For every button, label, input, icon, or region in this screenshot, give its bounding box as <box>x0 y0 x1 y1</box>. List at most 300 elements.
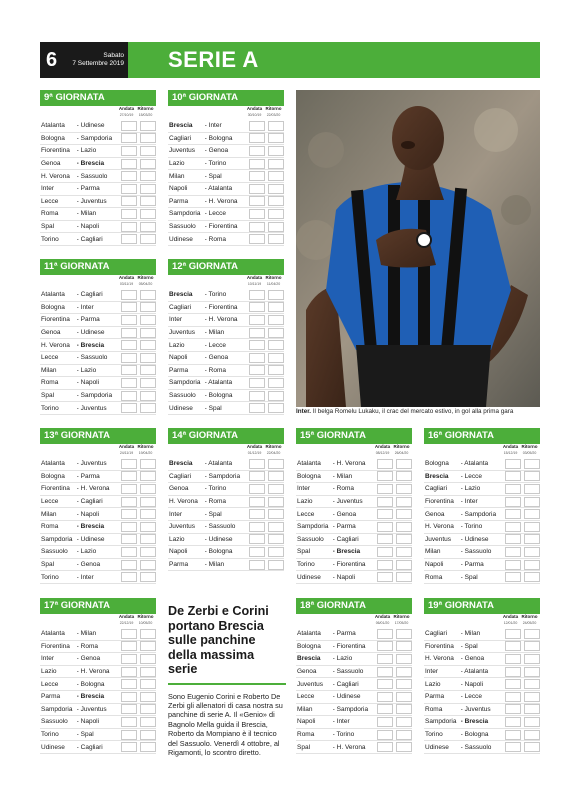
home-team: Parma <box>425 693 445 701</box>
home-team: Sampdoria <box>41 535 73 543</box>
ritorno-score-box <box>140 146 156 156</box>
away-team: - Atalanta <box>461 460 503 467</box>
andata-score-box <box>121 365 137 375</box>
match-row <box>168 233 284 246</box>
away-team: - Brescia <box>333 548 375 555</box>
ritorno-header: Ritorno 19/04/20 <box>137 444 154 455</box>
andata-score-box <box>377 629 393 639</box>
round-title: 15ª GIORNATA <box>296 428 412 444</box>
away-team: - Torino <box>205 485 247 492</box>
away-team: - Lazio <box>461 485 503 492</box>
andata-score-box <box>249 121 265 131</box>
match-row <box>168 314 284 327</box>
ritorno-score-box <box>396 667 412 677</box>
ritorno-score-box <box>268 547 284 557</box>
home-team: Udinese <box>169 404 193 412</box>
ritorno-score-box <box>524 742 540 752</box>
ritorno-score-box <box>268 184 284 194</box>
andata-score-box <box>121 509 137 519</box>
home-team: Brescia <box>169 122 193 130</box>
away-team: - Spal <box>205 173 247 180</box>
away-team: - Atalanta <box>205 460 247 467</box>
andata-score-box <box>121 654 137 664</box>
match-row <box>296 571 412 584</box>
match-row <box>40 196 156 209</box>
away-team: - Sassuolo <box>461 548 503 555</box>
away-team: - Sampdoria <box>77 392 119 399</box>
ritorno-score-box <box>268 509 284 519</box>
article-body: Sono Eugenio Corini e Roberto De Zerbi gli allenatori di casa nostra su panchine di serie A. Il «Genio» di Bagnolo Mella guida il Brescia, Roberto da Mompiano è il tecnico del Sassuolo. Venerdì 4 ottobre, al Rigamonti, lo scontro diretto. <box>168 691 283 757</box>
home-team: Juventus <box>425 535 452 543</box>
home-team: Spal <box>41 561 55 569</box>
away-team: - Lazio <box>333 655 375 662</box>
away-team: - Napoli <box>461 681 503 688</box>
ritorno-header: Ritorno 05/04/20 <box>137 275 154 286</box>
home-team: Torino <box>41 573 59 581</box>
home-team: Inter <box>169 510 183 518</box>
match-row <box>40 546 156 559</box>
home-team: Cagliari <box>169 134 192 142</box>
home-team: Fiorentina <box>41 485 70 493</box>
ritorno-score-box <box>396 471 412 481</box>
andata-header: Andata 01/12/19 <box>246 444 263 455</box>
match-row <box>168 352 284 365</box>
ritorno-score-box <box>524 717 540 727</box>
ritorno-score-box <box>140 547 156 557</box>
ritorno-score-box <box>268 133 284 143</box>
match-row <box>424 716 540 729</box>
match-row <box>168 508 284 521</box>
away-team: - Spal <box>205 405 247 412</box>
home-team: Sassuolo <box>169 392 196 400</box>
match-row <box>40 221 156 234</box>
andata-score-box <box>505 667 521 677</box>
match-row <box>40 716 156 729</box>
ritorno-score-box <box>268 484 284 494</box>
away-team: - Parma <box>77 185 119 192</box>
away-team: - Juventus <box>77 198 119 205</box>
ritorno-score-box <box>524 679 540 689</box>
match-row <box>168 365 284 378</box>
andata-score-box <box>249 497 265 507</box>
round-block <box>40 428 156 584</box>
home-team: Fiorentina <box>41 316 70 324</box>
away-team: - Roma <box>333 485 375 492</box>
andata-score-box <box>121 629 137 639</box>
ritorno-score-box <box>396 534 412 544</box>
ritorno-score-box <box>396 654 412 664</box>
home-team: Genoa <box>169 485 189 493</box>
match-row <box>40 390 156 403</box>
ritorno-score-box <box>268 353 284 363</box>
match-row <box>424 729 540 742</box>
andata-score-box <box>377 534 393 544</box>
away-team: - Bologna <box>205 135 247 142</box>
home-team: Brescia <box>297 655 321 663</box>
match-row <box>40 183 156 196</box>
andata-score-box <box>121 302 137 312</box>
column-headers <box>424 444 540 458</box>
match-row <box>296 678 412 691</box>
andata-score-box <box>121 146 137 156</box>
andata-score-box <box>377 742 393 752</box>
andata-score-box <box>249 509 265 519</box>
match-row <box>424 641 540 654</box>
ritorno-score-box <box>524 692 540 702</box>
andata-score-box <box>121 534 137 544</box>
andata-score-box <box>377 560 393 570</box>
home-team: Bologna <box>297 472 321 480</box>
andata-score-box <box>121 547 137 557</box>
ritorno-score-box <box>268 209 284 219</box>
home-team: Roma <box>425 705 443 713</box>
away-team: - Roma <box>205 236 247 243</box>
home-team: H. Verona <box>41 172 70 180</box>
ritorno-score-box <box>140 572 156 582</box>
away-team: - Cagliari <box>77 498 119 505</box>
andata-score-box <box>249 547 265 557</box>
andata-score-box <box>121 572 137 582</box>
round-block <box>424 598 540 754</box>
andata-score-box <box>505 547 521 557</box>
ritorno-score-box <box>140 679 156 689</box>
ritorno-score-box <box>140 133 156 143</box>
ritorno-score-box <box>268 171 284 181</box>
andata-score-box <box>377 522 393 532</box>
home-team: Juventus <box>169 329 196 337</box>
home-team: Lecce <box>297 510 315 518</box>
andata-score-box <box>249 340 265 350</box>
away-team: - Bologna <box>77 681 119 688</box>
away-team: - Udinese <box>77 329 119 336</box>
match-row <box>40 678 156 691</box>
home-team: Milan <box>41 366 57 374</box>
home-team: Lecce <box>41 680 59 688</box>
ritorno-header: Ritorno 11/04/20 <box>265 275 282 286</box>
home-team: Lecce <box>41 498 59 506</box>
match-row <box>424 483 540 496</box>
andata-score-box <box>249 403 265 413</box>
match-row <box>40 741 156 754</box>
ritorno-score-box <box>268 378 284 388</box>
ritorno-score-box <box>140 534 156 544</box>
match-row <box>168 471 284 484</box>
away-team: - Roma <box>77 643 119 650</box>
away-team: - H. Verona <box>333 744 375 751</box>
away-team: - Parma <box>333 630 375 637</box>
ritorno-score-box <box>140 484 156 494</box>
away-team: - Sassuolo <box>77 173 119 180</box>
ritorno-score-box <box>396 509 412 519</box>
ritorno-score-box <box>524 534 540 544</box>
ritorno-score-box <box>268 340 284 350</box>
issue-date <box>68 52 124 68</box>
home-team: Torino <box>297 561 315 569</box>
column-headers <box>296 614 412 628</box>
away-team: - Milan <box>205 561 247 568</box>
ritorno-score-box <box>140 328 156 338</box>
home-team: Genoa <box>297 668 317 676</box>
match-row <box>40 704 156 717</box>
andata-score-box <box>121 704 137 714</box>
home-team: Parma <box>41 693 61 701</box>
andata-score-box <box>121 378 137 388</box>
ritorno-score-box <box>140 171 156 181</box>
away-team: - Torino <box>205 291 247 298</box>
ritorno-score-box <box>140 730 156 740</box>
home-team: Sassuolo <box>41 548 68 556</box>
ritorno-score-box <box>396 459 412 469</box>
ritorno-score-box <box>140 353 156 363</box>
andata-header: Andata 15/12/19 <box>502 444 519 455</box>
ritorno-score-box <box>524 547 540 557</box>
away-team: - Napoli <box>77 511 119 518</box>
match-row <box>296 729 412 742</box>
andata-header: Andata 12/01/20 <box>502 614 519 625</box>
home-team: Napoli <box>169 354 188 362</box>
andata-score-box <box>505 704 521 714</box>
round-title: 12ª GIORNATA <box>168 259 284 275</box>
andata-header: Andata 10/11/19 <box>246 275 263 286</box>
away-team: - Juventus <box>333 498 375 505</box>
andata-score-box <box>505 742 521 752</box>
away-team: - Fiorentina <box>333 561 375 568</box>
ritorno-header: Ritorno 10/05/20 <box>137 614 154 625</box>
andata-score-box <box>121 742 137 752</box>
home-team: Udinese <box>41 743 65 751</box>
andata-score-box <box>249 353 265 363</box>
ritorno-header: Ritorno 03/05/20 <box>521 444 538 455</box>
match-row <box>296 666 412 679</box>
away-team: - Napoli <box>77 379 119 386</box>
away-team: - Fiorentina <box>333 643 375 650</box>
match-row <box>40 158 156 171</box>
away-team: - Sampdoria <box>333 706 375 713</box>
andata-score-box <box>505 679 521 689</box>
away-team: - Spal <box>205 511 247 518</box>
match-row <box>40 233 156 246</box>
ritorno-score-box <box>140 471 156 481</box>
match-row <box>424 458 540 471</box>
away-team: - Udinese <box>461 536 503 543</box>
home-team: Juventus <box>297 680 324 688</box>
away-team: - Parma <box>77 316 119 323</box>
away-team: - Sampdoria <box>77 135 119 142</box>
match-row <box>296 521 412 534</box>
issue-full-date: 7 Settembre 2019 <box>72 60 124 67</box>
andata-score-box <box>249 209 265 219</box>
home-team: Lecce <box>41 197 59 205</box>
match-row <box>424 471 540 484</box>
ritorno-score-box <box>140 159 156 169</box>
ritorno-score-box <box>140 522 156 532</box>
andata-score-box <box>121 209 137 219</box>
ritorno-score-box <box>396 572 412 582</box>
ritorno-score-box <box>268 121 284 131</box>
home-team: Fiorentina <box>425 498 454 506</box>
andata-score-box <box>505 560 521 570</box>
ritorno-score-box <box>396 730 412 740</box>
andata-score-box <box>249 159 265 169</box>
match-row <box>168 120 284 133</box>
match-row <box>40 327 156 340</box>
home-team: Juventus <box>169 147 196 155</box>
away-team: - Genoa <box>77 561 119 568</box>
andata-score-box <box>121 497 137 507</box>
ritorno-score-box <box>140 196 156 206</box>
home-team: Parma <box>169 366 189 374</box>
ritorno-score-box <box>396 497 412 507</box>
match-row <box>424 628 540 641</box>
round-title: 18ª GIORNATA <box>296 598 412 614</box>
ritorno-score-box <box>524 572 540 582</box>
home-team: Milan <box>297 705 313 713</box>
andata-score-box <box>121 328 137 338</box>
away-team: - Brescia <box>77 160 119 167</box>
away-team: - Cagliari <box>77 744 119 751</box>
away-team: - Genoa <box>205 147 247 154</box>
away-team: - Lecce <box>205 342 247 349</box>
match-row <box>296 458 412 471</box>
away-team: - Inter <box>77 574 119 581</box>
match-row <box>296 546 412 559</box>
andata-score-box <box>249 471 265 481</box>
ritorno-header: Ritorno 17/05/20 <box>393 614 410 625</box>
away-team: - Fiorentina <box>205 223 247 230</box>
match-row <box>424 559 540 572</box>
andata-score-box <box>121 184 137 194</box>
home-team: Napoli <box>425 561 444 569</box>
away-team: - H. Verona <box>77 485 119 492</box>
home-team: H. Verona <box>41 341 70 349</box>
away-team: - Lecce <box>461 693 503 700</box>
match-row <box>40 314 156 327</box>
andata-score-box <box>377 667 393 677</box>
match-row <box>40 289 156 302</box>
match-row <box>168 208 284 221</box>
andata-score-box <box>505 572 521 582</box>
match-row <box>424 496 540 509</box>
away-team: - Torino <box>333 731 375 738</box>
andata-score-box <box>249 328 265 338</box>
match-row <box>424 653 540 666</box>
andata-score-box <box>377 572 393 582</box>
home-team: Bologna <box>425 460 449 468</box>
away-team: - Milan <box>333 473 375 480</box>
andata-score-box <box>121 290 137 300</box>
away-team: - Brescia <box>77 693 119 700</box>
match-row <box>40 458 156 471</box>
andata-score-box <box>121 340 137 350</box>
home-team: Roma <box>41 379 59 387</box>
ritorno-score-box <box>140 667 156 677</box>
round-title: 19ª GIORNATA <box>424 598 540 614</box>
away-team: - Lecce <box>205 210 247 217</box>
home-team: Fiorentina <box>41 147 70 155</box>
ritorno-score-box <box>140 692 156 702</box>
home-team: Parma <box>169 561 189 569</box>
ritorno-score-box <box>140 378 156 388</box>
article-headline: De Zerbi e Corini portano Brescia sulle panchine della massima serie <box>168 604 269 676</box>
match-row <box>168 183 284 196</box>
match-row <box>168 339 284 352</box>
match-row <box>40 496 156 509</box>
column-headers <box>168 444 284 458</box>
issue-day: Sabato <box>103 52 124 59</box>
match-row <box>168 546 284 559</box>
match-row <box>296 641 412 654</box>
andata-score-box <box>249 315 265 325</box>
ritorno-score-box <box>524 459 540 469</box>
ritorno-score-box <box>524 484 540 494</box>
andata-score-box <box>505 471 521 481</box>
andata-score-box <box>377 459 393 469</box>
ritorno-score-box <box>140 704 156 714</box>
match-row <box>40 534 156 547</box>
andata-score-box <box>377 679 393 689</box>
round-title: 11ª GIORNATA <box>40 259 156 275</box>
home-team: Torino <box>41 731 59 739</box>
column-headers <box>424 614 540 628</box>
home-team: Fiorentina <box>425 642 454 650</box>
ritorno-score-box <box>524 641 540 651</box>
ritorno-header: Ritorno 22/04/20 <box>265 444 282 455</box>
column-headers <box>40 614 156 628</box>
away-team: - H. Verona <box>205 316 247 323</box>
page-number-box <box>40 42 128 78</box>
column-headers <box>168 106 284 120</box>
andata-score-box <box>121 171 137 181</box>
andata-score-box <box>121 159 137 169</box>
home-team: Atalanta <box>297 630 321 638</box>
home-team: Spal <box>297 743 311 751</box>
andata-score-box <box>121 560 137 570</box>
away-team: - Genoa <box>333 511 375 518</box>
andata-header: Andata 06/01/20 <box>374 614 391 625</box>
andata-score-box <box>249 391 265 401</box>
home-team: H. Verona <box>425 523 454 531</box>
away-team: - Sassuolo <box>77 354 119 361</box>
away-team: - Torino <box>205 160 247 167</box>
home-team: Bologna <box>41 472 65 480</box>
away-team: - Inter <box>205 122 247 129</box>
match-row <box>424 704 540 717</box>
away-team: - Parma <box>461 561 503 568</box>
andata-score-box <box>377 730 393 740</box>
home-team: Torino <box>41 235 59 243</box>
away-team: - Sampdoria <box>205 473 247 480</box>
away-team: - Cagliari <box>77 291 119 298</box>
home-team: Inter <box>41 655 55 663</box>
andata-score-box <box>249 484 265 494</box>
home-team: H. Verona <box>169 498 198 506</box>
andata-score-box <box>249 365 265 375</box>
ritorno-score-box <box>140 340 156 350</box>
ritorno-score-box <box>396 547 412 557</box>
match-row <box>168 377 284 390</box>
home-team: Torino <box>425 731 443 739</box>
andata-score-box <box>121 234 137 244</box>
home-team: Udinese <box>297 573 321 581</box>
ritorno-score-box <box>268 315 284 325</box>
ritorno-score-box <box>268 365 284 375</box>
away-team: - Genoa <box>461 655 503 662</box>
away-team: - Milan <box>205 329 247 336</box>
match-row <box>424 666 540 679</box>
home-team: Genoa <box>425 510 445 518</box>
home-team: Lecce <box>41 354 59 362</box>
away-team: - Brescia <box>77 523 119 530</box>
